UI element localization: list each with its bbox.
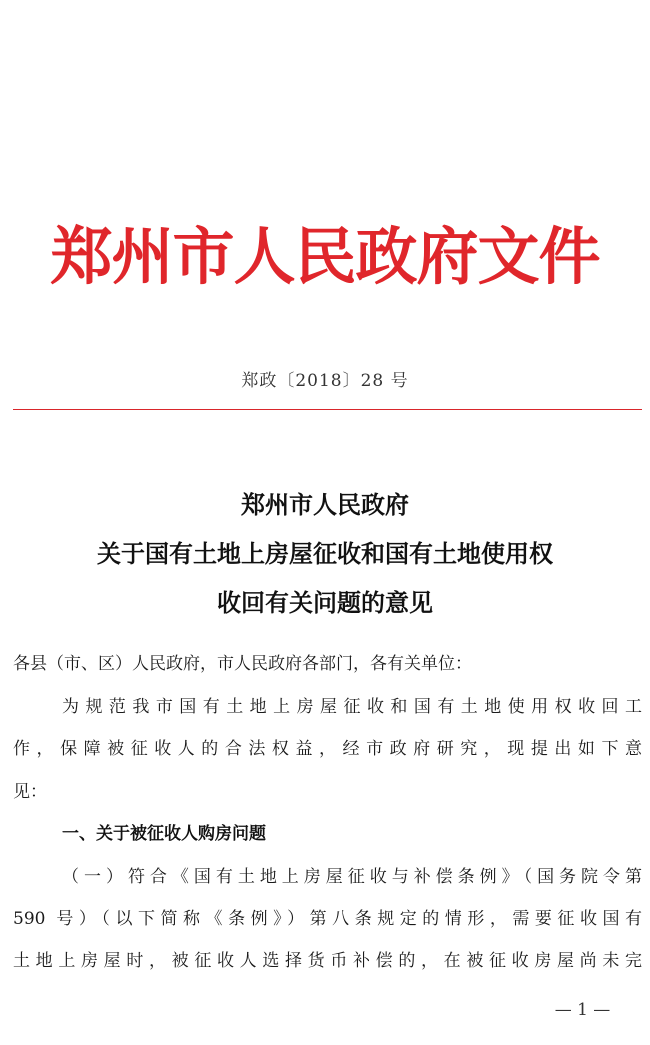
paragraph-line: 590 号）（以下简称《条例》）第八条规定的情形，需要征收国有 [13,909,642,929]
document-number: 郑政〔2018〕28 号 [241,371,409,391]
intro-paragraph-line: 作，保障被征收人的合法权益，经市政府研究，现提出如下意 [13,739,642,759]
document-masthead: 郑州市人民政府文件 [50,220,600,293]
intro-paragraph-line: 为规范我市国有土地上房屋征收和国有土地使用权收回工 [62,697,642,717]
intro-paragraph-line: 见： [13,782,47,802]
document-title-line-3: 收回有关问题的意见 [217,589,433,617]
salutation: 各县（市、区）人民政府，市人民政府各部门，各有关单位： [13,654,472,674]
page-number: — 1 — [554,1000,611,1020]
red-divider-line [13,409,642,410]
paragraph-line: （一）符合《国有土地上房屋征收与补偿条例》（国务院令第 [62,867,642,887]
document-title-line-1: 郑州市人民政府 [241,491,409,519]
document-title-line-2: 关于国有土地上房屋征收和国有土地使用权 [97,540,553,568]
paragraph-line: 土地上房屋时，被征收人选择货币补偿的，在被征收房屋尚未完 [13,951,642,971]
section-heading: 一、关于被征收人购房问题 [62,824,266,844]
